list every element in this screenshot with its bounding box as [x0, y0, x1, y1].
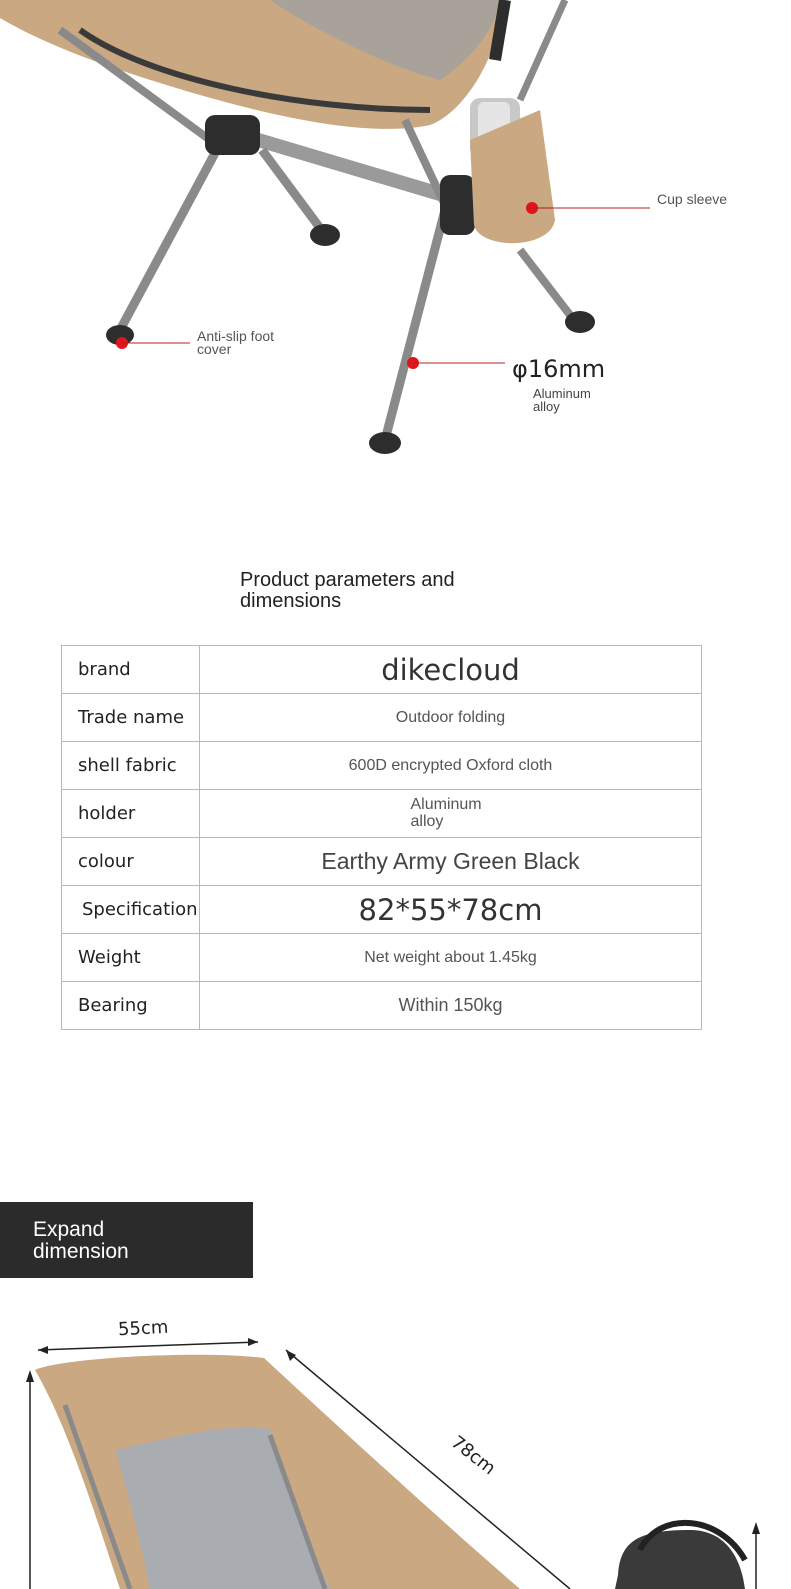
- param-label: Specification: [62, 886, 200, 934]
- anti-slip-label: Anti-slip foot cover: [197, 328, 275, 357]
- param-value: Earthy Army Green Black: [321, 848, 580, 874]
- param-value: Outdoor folding: [395, 708, 506, 726]
- param-label: brand: [62, 646, 200, 694]
- diagonal-label: 78cm: [446, 1431, 500, 1480]
- param-value: Within 150kg: [398, 995, 503, 1015]
- param-label: Trade name: [62, 694, 200, 742]
- table-row: [62, 646, 702, 694]
- param-value: Net weight about 1.45kg: [364, 948, 537, 966]
- params-table: [61, 645, 702, 1030]
- param-value: 600D encrypted Oxford cloth: [348, 756, 553, 774]
- param-value: Aluminum alloy: [410, 796, 482, 830]
- tube-material-label: Aluminum alloy: [533, 386, 591, 414]
- param-label: shell fabric: [62, 742, 200, 790]
- banner-label: Expand dimension: [33, 1218, 129, 1263]
- table-row: [62, 886, 702, 934]
- table-row: [62, 742, 702, 790]
- param-label: colour: [62, 838, 200, 886]
- table-row: [62, 982, 702, 1030]
- param-label: Bearing: [62, 982, 200, 1030]
- table-row: [62, 790, 702, 838]
- param-label: Weight: [62, 934, 200, 982]
- table-row: [62, 934, 702, 982]
- table-row: [62, 694, 702, 742]
- width-label: 55cm: [117, 1316, 169, 1341]
- expand-dimension-banner: [0, 1202, 253, 1278]
- cup-sleeve-label: Cup sleeve: [657, 191, 728, 207]
- param-value: dikecloud: [381, 652, 520, 687]
- params-title: Product parameters and dimensions: [240, 569, 455, 612]
- chair-detail-illustration: [0, 0, 791, 470]
- tube-diameter-label: φ16mm: [512, 355, 606, 383]
- table-row: [62, 838, 702, 886]
- param-label: holder: [62, 790, 200, 838]
- param-value: 82*55*78cm: [358, 892, 543, 927]
